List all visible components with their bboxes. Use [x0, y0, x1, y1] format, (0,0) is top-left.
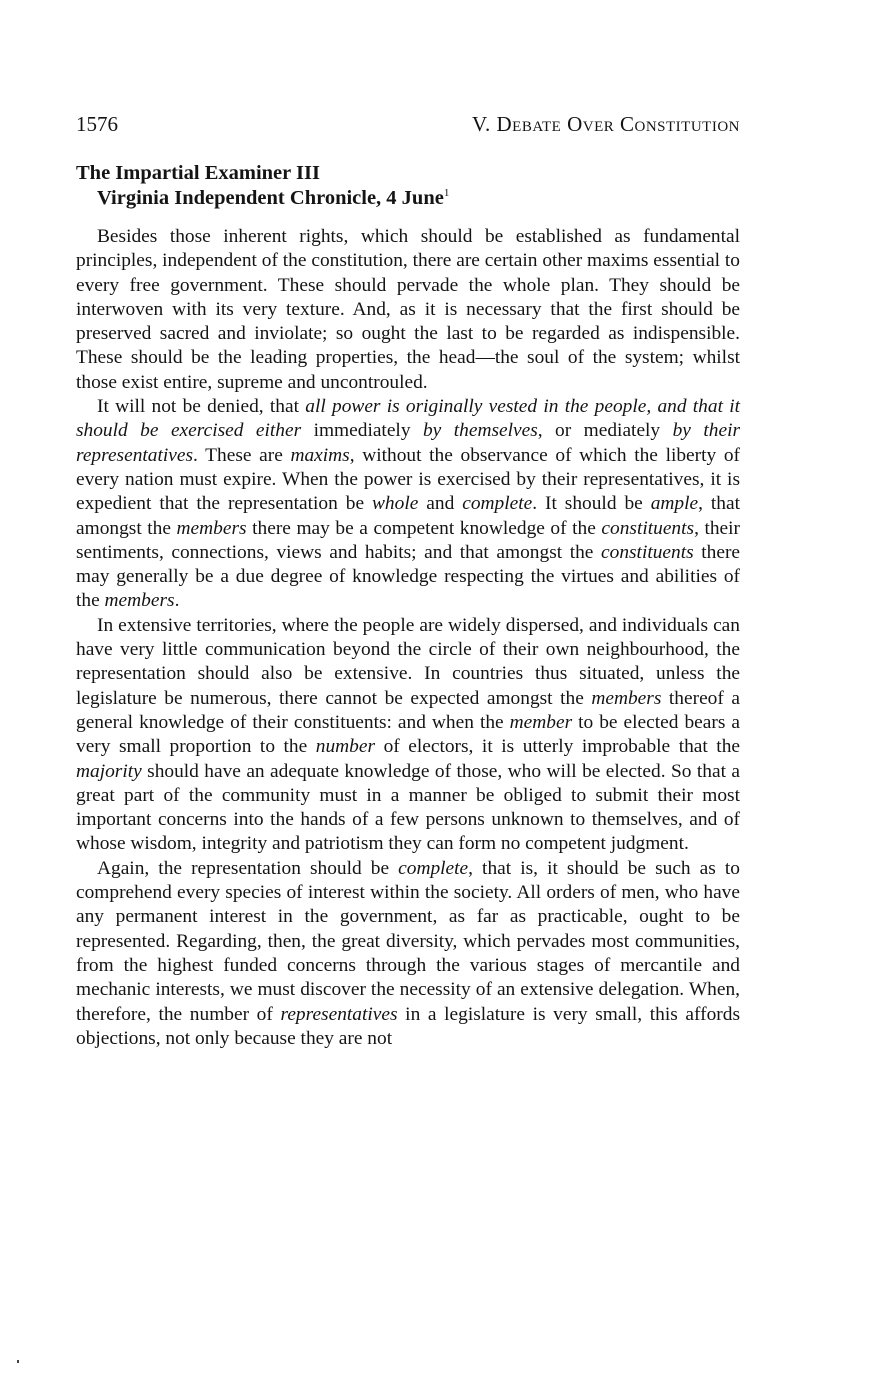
text-run: Again, the representation should be: [97, 857, 399, 879]
text-run: should have an adequate knowledge of those, who will be elected. So that a great part of the community must in a manner be obliged to submit their most important concerns into the hands of a few persons unknown to themselves, and of whose wisdom, integrity and patriotism they can form no competent judgment.: [76, 760, 740, 855]
italic-run: constituents: [601, 517, 695, 539]
italic-run: constituents: [601, 541, 694, 563]
body-text: [76, 225, 740, 1051]
page-number: 1576: [76, 112, 118, 136]
text-run: It will not be denied, that: [97, 396, 306, 418]
running-title: V. Debate Over Constitution: [472, 112, 740, 136]
scan-speck: [17, 1360, 19, 1363]
italic-run: whole: [372, 493, 419, 515]
text-run: , that is, it should be such as to comprehend every species of interest within the society. All orders of men, who have any permanent interest in the government, as far as practicable, ought to be represented. Regarding, then, the great diversity, which pervades most communities, from the highest funded concerns through the various stages of mercantile and mechanic interests, we must discover the necessity of an extensive delegation. When, therefore, the number of: [76, 857, 740, 1025]
footnote-marker: 1: [443, 187, 450, 200]
text-run: .: [174, 590, 180, 612]
italic-run: members: [591, 687, 662, 709]
text-run: in a legislature is very small, this affords objections, not only because they are not: [76, 1003, 740, 1049]
paragraph: [76, 614, 740, 857]
document-page: [76, 112, 740, 1051]
document-title: The Impartial Examiner III: [76, 162, 320, 184]
text-run: to be elected bears a very small proportion to the: [76, 711, 740, 758]
running-head: [76, 112, 740, 146]
text-run: thereof a general knowledge of their constituents: and when the: [76, 687, 740, 733]
text-run: , or mediately: [537, 420, 673, 442]
italic-run: complete: [398, 857, 469, 879]
italic-run: representatives: [280, 1003, 398, 1025]
italic-run: by themselves: [422, 420, 538, 442]
text-run: there may generally be a due degree of knowledge respecting the virtues and abilities of the: [76, 541, 741, 612]
italic-run: maxims: [290, 444, 350, 466]
text-run: there may be a competent knowledge of the: [246, 517, 602, 539]
italic-run: majority: [76, 760, 142, 782]
italic-run: complete: [462, 493, 533, 515]
text-run: . These are: [193, 444, 291, 466]
paragraph: [76, 395, 740, 614]
paragraph: [76, 225, 740, 395]
text-run: , their sentiments, connections, views and habits; and that amongst the: [76, 517, 741, 563]
document-subtitle: [97, 186, 740, 211]
text-run: , that amongst the: [76, 493, 740, 539]
text-run: . It should be: [532, 493, 651, 515]
paragraph: [76, 857, 740, 1051]
italic-run: all power is originally vested in the people, and that it should be exercised either: [76, 396, 740, 442]
text-run: of electors, it is utterly improbable that the: [375, 736, 740, 758]
text-run: immediately: [301, 420, 423, 442]
italic-run: ample: [650, 493, 699, 515]
italic-run: members: [104, 590, 175, 612]
italic-run: members: [176, 517, 247, 539]
text-run: Besides those inherent rights, which should be established as fundamental principles, independent of the constitution, there are certain other maxims essential to every free government. These should pervade the whole plan. They should be interwoven with its very texture. And, as it is necessary that the first should be preserved sacred and inviolate; so ought the last to be regarded as indispensible. These should be the leading properties, the head—the soul of the system; whilst those exist entire, supreme and uncontrouled.: [76, 226, 740, 393]
italic-run: number: [315, 736, 376, 758]
text-run: , without the observance of which the liberty of every nation must expire. When the power is exercised by their representatives, it is expedient that the representation be: [76, 444, 741, 515]
text-run: In extensive territories, where the people are widely dispersed, and individuals can have very little communication beyond the circle of their own neighbourhood, the representation should also be extensive. In countries thus situated, unless the legislature be numerous, there cannot be expected amongst the: [76, 614, 740, 709]
italic-run: by their representatives: [76, 420, 740, 466]
italic-run: member: [509, 711, 573, 733]
text-run: and: [418, 493, 463, 515]
subtitle-text: Virginia Independent Chronicle, 4 June: [97, 187, 444, 209]
